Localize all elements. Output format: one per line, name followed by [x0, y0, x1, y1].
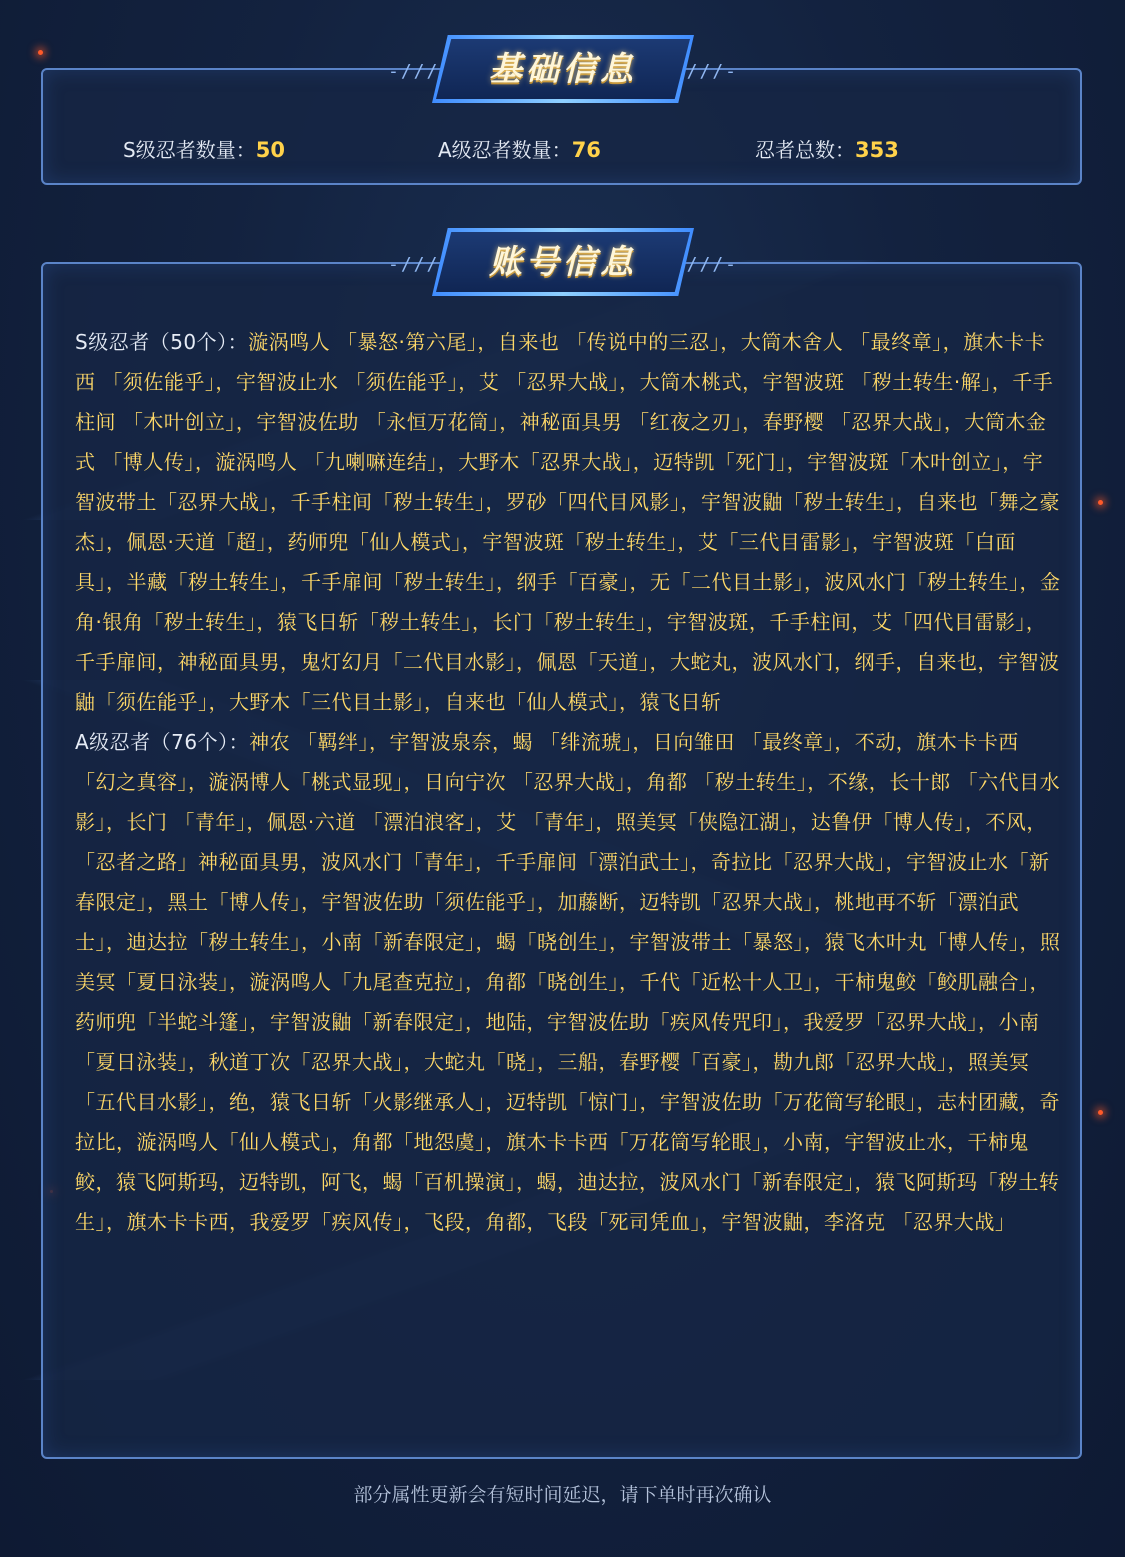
- ember-particle: [1098, 500, 1103, 505]
- total-label: 忍者总数：: [755, 138, 855, 162]
- a-rank-list-label: A级忍者（76个）：: [75, 730, 250, 754]
- header-deco-right: ///-: [686, 61, 738, 82]
- account-info-header: [388, 230, 738, 296]
- a-rank-value: 76: [571, 138, 601, 162]
- ember-particle: [38, 50, 43, 55]
- a-rank-label: A级忍者数量：: [438, 138, 572, 162]
- header-deco-right: ///-: [686, 254, 738, 275]
- s-rank-list-text: 漩涡鸣人 「暴怒·第六尾」，自来也 「传说中的三忍」，大筒木舍人 「最终章」，旗木卡卡西 「须佐能乎」，宇智波止水 「须佐能乎」，艾 「忍界大战」，大筒木桃式，宇智波斑 「秽土转生·解」，千手柱间 「木叶创立」，宇智波佐助 「永恒万花筒」，神秘面具男 「红夜之刃」，春野樱 「忍界大战」，大筒木金式 「博人传」，漩涡鸣人 「九喇嘛连结」，大野木「忍界大战」，迈特凯「死门」，宇智波斑「木叶创立」，宇智波带土「忍界大战」，千手柱间「秽土转生」，罗砂「四代目风影」，宇智波鼬「秽土转生」，自来也「舞之豪杰」，佩恩·天道「超」，药师兜「仙人模式」，宇智波斑「秽土转生」，艾「三代目雷影」，宇智波斑「白面具」，半藏「秽土转生」，千手扉间「秽土转生」，纲手「百豪」，无「二代目土影」，波风水门「秽土转生」，金角·银角「秽土转生」，猿飞日斩「秽土转生」，长门「秽土转生」，宇智波斑，千手柱间，艾「四代目雷影」，千手扉间，神秘面具男，鬼灯幻月「二代目水影」，佩恩「天道」，大蛇丸，波风水门，纲手，自来也，宇智波鼬「须佐能乎」，大野木「三代目土影」，自来也「仙人模式」，猿飞日斩: [75, 330, 1061, 714]
- a-rank-ninja-list: [75, 722, 1063, 1242]
- header-deco-left: -///: [388, 254, 440, 275]
- footer-note: 部分属性更新会有短时间延迟，请下单时再次确认: [353, 1484, 772, 1506]
- basic-info-title: 基础信息: [489, 49, 637, 88]
- s-rank-label: S级忍者数量：: [123, 138, 256, 162]
- account-info-title: 账号信息: [489, 242, 637, 281]
- header-deco-left: -///: [388, 61, 440, 82]
- a-rank-list-text: 神农 「羁绊」，宇智波泉奈，蝎 「绯流琥」，日向雏田 「最终章」，不动，旗木卡卡西 「幻之真容」，漩涡博人「桃式显现」，日向宁次 「忍界大战」，角都 「秽土转生」，不缘，长十郎 「六代目水影」，长门 「青年」，佩恩·六道 「漂泊浪客」，艾 「青年」，照美冥「侠隐江湖」，达鲁伊「博人传」，不风，「忍者之路」神秘面具男，波风水门「青年」，千手扉间「漂泊武士」，奇拉比「忍界大战」，宇智波止水「新春限定」，黑土「博人传」，宇智波佐助「须佐能乎」，加藤断，迈特凯「忍界大战」，桃地再不斩「漂泊武士」，迪达拉「秽土转生」，小南「新春限定」，蝎「晓创生」，宇智波带土「暴怒」，猿飞木叶丸「博人传」，照美冥「夏日泳装」，漩涡鸣人「九尾查克拉」，角都「晓创生」，千代「近松十人卫」，干柿鬼鲛「鲛肌融合」，药师兜「半蛇斗篷」，宇智波鼬「新春限定」，地陆，宇智波佐助「疾风传咒印」，我爱罗「忍界大战」，小南「夏日泳装」，秋道丁次「忍界大战」，大蛇丸「晓」，三船，春野樱「百豪」，勘九郎「忍界大战」，照美冥「五代目水影」，绝，猿飞日斩「火影继承人」，迈特凯「惊门」，宇智波佐助「万花筒写轮眼」，志村团藏，奇拉比，漩涡鸣人「仙人模式」，角都「地怨虞」，旗木卡卡西「万花筒写轮眼」，小南，宇智波止水，干柿鬼鲛，猿飞阿斯玛，迈特凯，阿飞，蝎「百机操演」，蝎，迪达拉，波风水门「新春限定」，猿飞阿斯玛「秽土转生」，旗木卡卡西，我爱罗「疾风传」，飞段，角都，飞段「死司凭血」，宇智波鼬，李洛克 「忍界大战」: [75, 730, 1061, 1234]
- total-value: 353: [855, 138, 899, 162]
- ninja-stats: [43, 134, 1080, 164]
- a-rank-count: [438, 134, 601, 163]
- s-rank-list-label: S级忍者（50个）：: [75, 330, 249, 354]
- account-info-panel: [41, 262, 1082, 1459]
- s-rank-count: [123, 134, 285, 163]
- s-rank-value: 50: [255, 138, 285, 162]
- basic-info-header: [388, 37, 738, 103]
- account-info-body: [75, 322, 1063, 1242]
- total-count: [755, 134, 899, 163]
- s-rank-ninja-list: [75, 322, 1063, 722]
- ember-particle: [1098, 1110, 1103, 1115]
